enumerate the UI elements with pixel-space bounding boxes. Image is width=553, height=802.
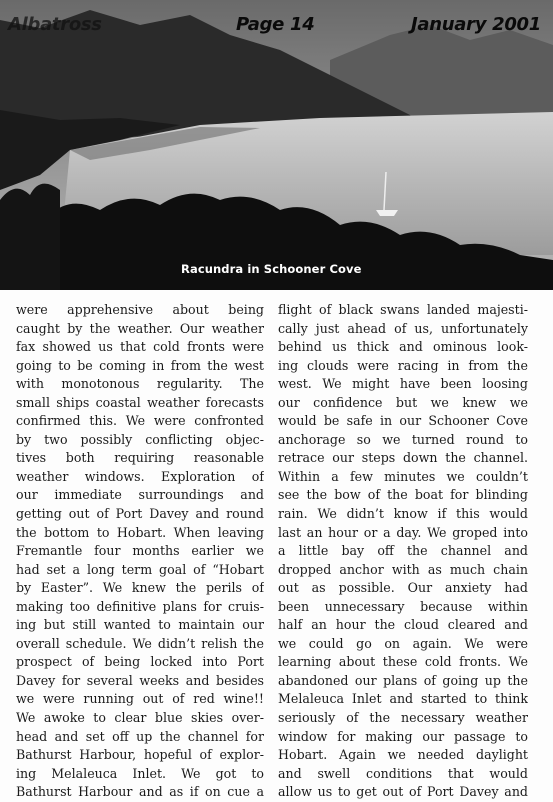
text-line: Davey for several weeks and besides: [16, 672, 264, 688]
text-line: a little bay off the channel and: [278, 543, 528, 559]
issue-date: January 2001: [411, 14, 541, 35]
text-line: weather windows. Exploration of: [16, 468, 264, 484]
text-line: Bathurst Harbour, hopeful of explor-: [16, 747, 264, 763]
text-line: retrace our steps down the channel.: [278, 450, 528, 466]
text-line: ing Melaleuca Inlet. We got to: [16, 765, 264, 781]
text-line: our immediate surroundings and: [16, 487, 264, 503]
page-number: Page 14: [236, 14, 315, 35]
text-line: been unnecessary because within: [278, 598, 528, 614]
text-line: had set a long term goal of “Hobart: [16, 561, 264, 577]
text-line: allow us to get out of Port Davey and: [278, 784, 528, 800]
text-line: getting out of Port Davey and round: [16, 506, 264, 522]
publication-title: Albatross: [8, 14, 102, 35]
text-line: learning about these cold fronts. We: [278, 654, 528, 670]
text-line: out as possible. Our anxiety had: [278, 580, 528, 596]
text-line: fax showed us that cold fronts were: [16, 339, 264, 355]
text-line: Melaleuca Inlet and started to think: [278, 691, 528, 707]
text-line: Hobart. Again we needed daylight: [278, 747, 528, 763]
text-line: behind us thick and ominous look-: [278, 339, 528, 355]
text-line: cally just ahead of us, unfortunately: [278, 320, 528, 336]
text-line: we could go on again. We were: [278, 635, 528, 651]
text-line: prospect of being locked into Port: [16, 654, 264, 670]
text-line: going to be coming in from the west: [16, 357, 264, 373]
text-line: Fremantle four months earlier we: [16, 543, 264, 559]
text-line: west. We might have been loosing: [278, 376, 528, 392]
text-line: Within a few minutes we couldn’t: [278, 468, 528, 484]
text-line: We awoke to clear blue skies over-: [16, 710, 264, 726]
article-column-right: [278, 301, 528, 802]
text-line: overall schedule. We didn’t relish the: [16, 635, 264, 651]
text-line: seriously of the necessary weather: [278, 710, 528, 726]
text-line: with monotonous regularity. The: [16, 376, 264, 392]
text-line: and swell conditions that would: [278, 765, 528, 781]
text-line: Bathurst Harbour and as if on cue a: [16, 784, 264, 800]
text-line: anchorage so we turned round to: [278, 431, 528, 447]
text-line: were apprehensive about being: [16, 302, 264, 317]
page-header: [0, 0, 553, 40]
photo-scene: [0, 0, 553, 290]
text-line: by two possibly conflicting objec-: [16, 431, 264, 447]
text-line: dropped anchor with as much chain: [278, 561, 528, 577]
text-line: half an hour the cloud cleared and: [278, 617, 528, 633]
text-line: caught by the weather. Our weather: [16, 320, 264, 336]
cover-photo: [0, 0, 553, 290]
text-line: would be safe in our Schooner Cove: [278, 413, 528, 429]
text-line: ing but still wanted to maintain our: [16, 617, 264, 633]
text-line: making too definitive plans for cruis-: [16, 598, 264, 614]
text-line: our confidence but we knew we: [278, 394, 528, 410]
text-line: rain. We didn’t know if this would: [278, 506, 528, 522]
text-line: see the bow of the boat for blinding: [278, 487, 528, 503]
text-line: flight of black swans landed majesti-: [278, 302, 528, 317]
text-line: small ships coastal weather forecasts: [16, 394, 264, 410]
text-line: abandoned our plans of going up the: [278, 672, 528, 688]
text-line: last an hour or a day. We groped into: [278, 524, 528, 540]
text-line: ing clouds were racing in from the: [278, 357, 528, 373]
text-line: by Easter”. We knew the perils of: [16, 580, 264, 596]
photo-caption: Racundra in Schooner Cove: [181, 262, 362, 276]
text-line: confirmed this. We were confronted: [16, 413, 264, 429]
text-line: window for making our passage to: [278, 728, 528, 744]
article-body: [16, 301, 546, 800]
article-column-left: [16, 301, 264, 802]
text-line: head and set off up the channel for: [16, 728, 264, 744]
text-line: tives both requiring reasonable: [16, 450, 264, 466]
text-line: we were running out of red wine!!: [16, 691, 264, 707]
text-line: the bottom to Hobart. When leaving: [16, 524, 264, 540]
